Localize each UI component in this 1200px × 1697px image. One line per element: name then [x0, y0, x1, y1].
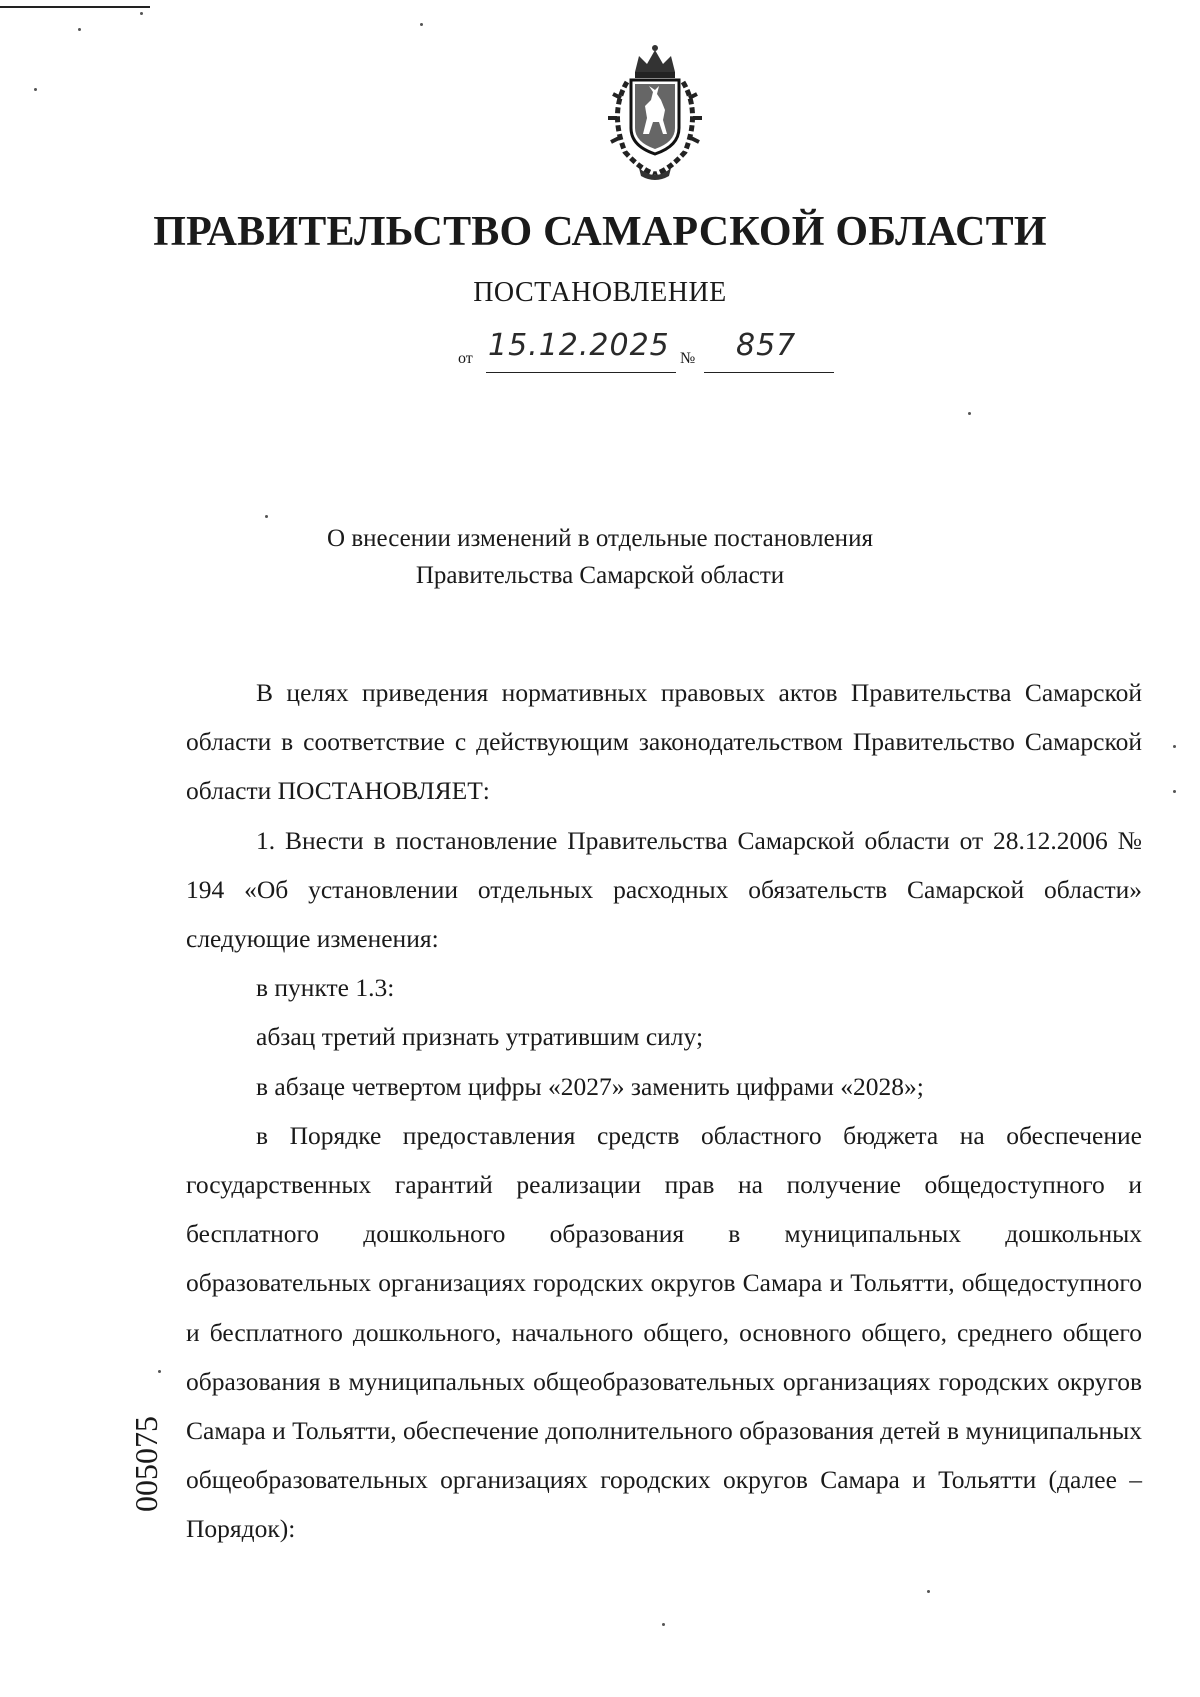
date-number-line [458, 328, 858, 374]
document-type: ПОСТАНОВЛЕНИЕ [473, 277, 727, 308]
body-paragraph: в пункте 1.3: [256, 973, 395, 1003]
samara-coat-of-arms-icon [591, 42, 719, 184]
subject-line: Правительства Самарской области [415, 562, 785, 589]
scan-speck [1173, 790, 1176, 793]
number-prefix: № [680, 350, 696, 367]
page-title: ПРАВИТЕЛЬСТВО САМАРСКОЙ ОБЛАСТИ [153, 209, 1047, 255]
document-body [186, 668, 1142, 1554]
scan-speck [34, 88, 37, 91]
scan-edge-line [0, 6, 150, 8]
document-subject [0, 520, 1200, 594]
scan-speck [140, 12, 143, 15]
scan-speck [968, 412, 971, 415]
scan-speck [420, 23, 423, 26]
subject-line: О внесении изменений в отдельные постановления [327, 525, 873, 552]
body-paragraph: в Порядке предоставления средств областного бюджета на обеспечение государственных гарантий реализации прав на получение общедоступного и бесплатного дошкольного образования в муниципальных дошкольных образовательных организациях городских округов Самара и Тольятти, общедоступного и бесплатного дошкольного, начального общего, основного общего, среднего общего образования в муниципальных общеобразовательных организациях городских округов Самара и Тольятти, обеспечение дополнительного образования детей в муниципальных общеобразовательных организациях городских округов Самара и Тольятти (далее – Порядок): [186, 1120, 1142, 1544]
number-underline [704, 372, 834, 373]
scan-speck [158, 1370, 161, 1373]
scan-speck [662, 1623, 665, 1626]
scan-speck [1173, 745, 1176, 748]
date-underline [486, 372, 676, 373]
handwritten-date: 15.12.2025 [488, 328, 670, 363]
date-prefix: от [458, 350, 473, 367]
scan-speck [78, 28, 81, 31]
body-paragraph: 1. Внести в постановление Правительства Самарской области от 28.12.2006 № 194 «Об установлении отдельных расходных обязательств Самарской области» следующие изменения: [186, 825, 1142, 954]
scan-speck [927, 1590, 930, 1593]
body-paragraph: абзац третий признать утратившим силу; [256, 1022, 704, 1052]
handwritten-number: 857 [736, 328, 797, 363]
scan-speck [265, 515, 268, 518]
serial-number-text: 005075 [128, 1416, 164, 1512]
body-paragraph: В целях приведения нормативных правовых актов Правительства Самарской области в соответствие с действующим законодательством Правительство Самарской области ПОСТАНОВЛЯЕТ: [186, 678, 1142, 806]
body-paragraph: в абзаце четвертом цифры «2027» заменить цифрами «2028»; [256, 1071, 924, 1101]
